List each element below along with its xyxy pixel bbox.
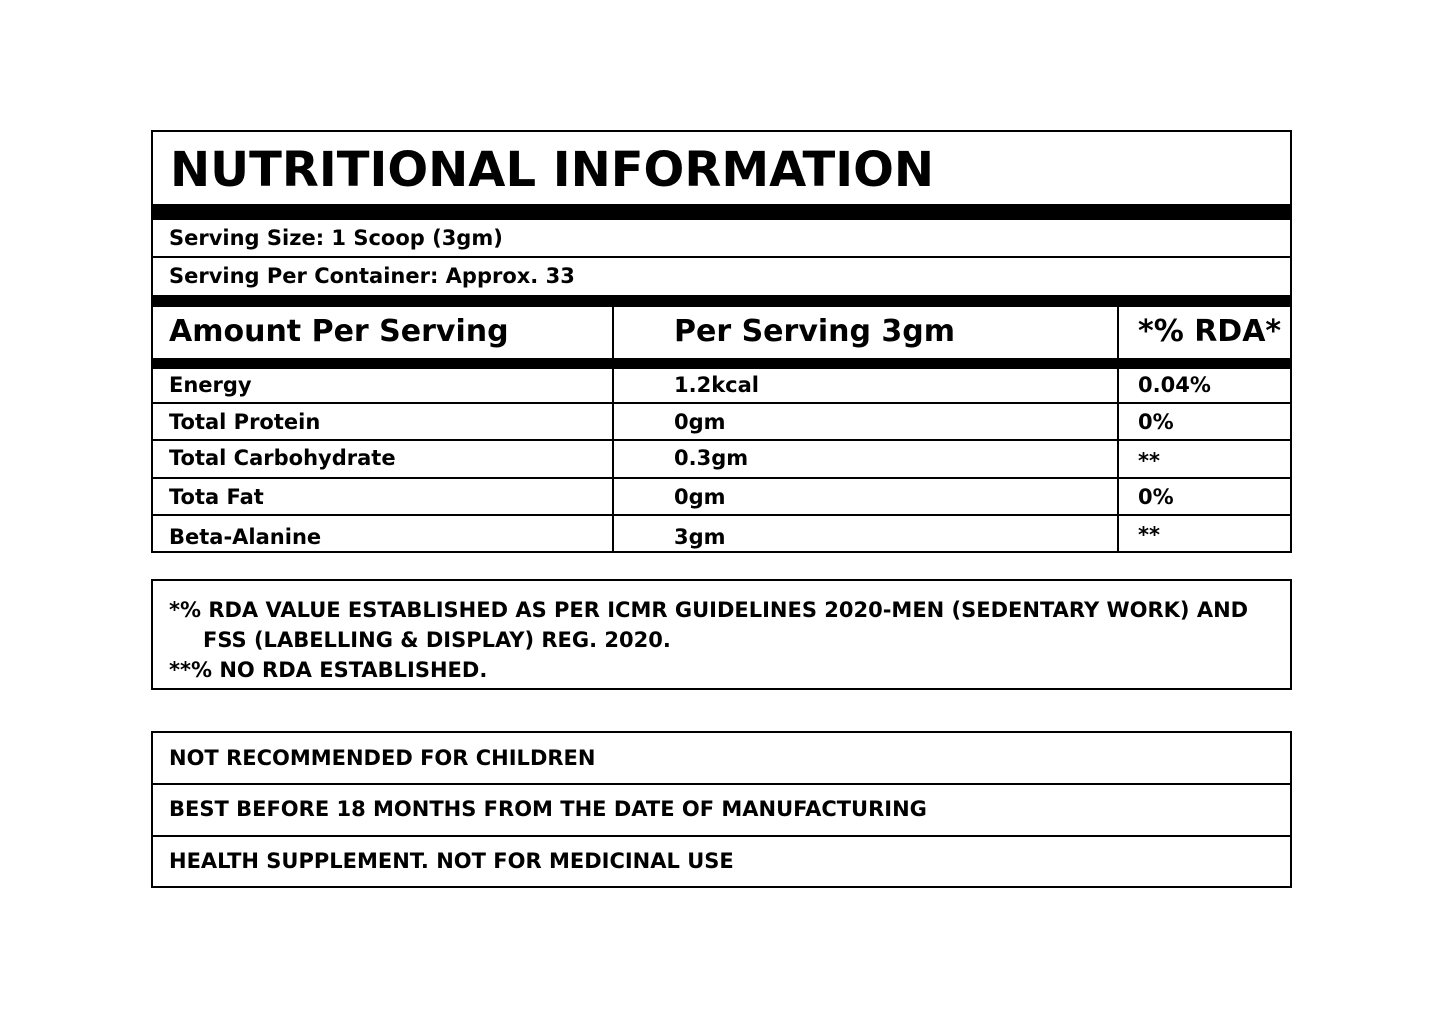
row-rda: 0% [1138, 410, 1174, 434]
divider [153, 783, 1290, 785]
thick-divider [153, 204, 1290, 220]
row-divider [153, 402, 1290, 404]
column-divider [612, 307, 614, 553]
row-rda: 0.04% [1138, 373, 1211, 397]
row-amount: 3gm [674, 525, 726, 549]
row-amount: 1.2kcal [674, 373, 759, 397]
rda-note-line-3: **% NO RDA ESTABLISHED. [169, 658, 488, 682]
row-rda: ** [1138, 449, 1160, 473]
row-divider [153, 477, 1290, 479]
row-nutrient: Beta-Alanine [169, 525, 322, 549]
serving-size: Serving Size: 1 Scoop (3gm) [169, 226, 503, 250]
header-amount-per-serving: Amount Per Serving [169, 314, 509, 349]
row-rda: ** [1138, 523, 1160, 547]
warning-best-before: BEST BEFORE 18 MONTHS FROM THE DATE OF MANUFACTURING [169, 797, 927, 821]
rda-notes-box [151, 579, 1292, 690]
rda-note-line-1: *% RDA VALUE ESTABLISHED AS PER ICMR GUIDELINES 2020-MEN (SEDENTARY WORK) AND [169, 598, 1249, 622]
rda-note-line-2: FSS (LABELLING & DISPLAY) REG. 2020. [203, 628, 671, 652]
row-amount: 0.3gm [674, 446, 749, 470]
row-rda: 0% [1138, 485, 1174, 509]
panel-title: NUTRITIONAL INFORMATION [170, 142, 935, 198]
column-divider [1117, 307, 1119, 553]
row-divider [153, 514, 1290, 516]
row-nutrient: Energy [169, 373, 252, 397]
row-nutrient: Total Protein [169, 410, 321, 434]
row-divider [153, 439, 1290, 441]
servings-per-container: Serving Per Container: Approx. 33 [169, 264, 575, 288]
warning-health-supplement: HEALTH SUPPLEMENT. NOT FOR MEDICINAL USE [169, 849, 734, 873]
thick-divider [153, 358, 1290, 369]
row-amount: 0gm [674, 410, 726, 434]
header-per-serving: Per Serving 3gm [674, 314, 956, 349]
divider [153, 835, 1290, 837]
header-rda: *% RDA* [1138, 314, 1282, 349]
thick-divider [153, 295, 1290, 307]
row-nutrient: Tota Fat [169, 485, 264, 509]
warnings-box [151, 731, 1292, 888]
nutrition-panel [151, 130, 1292, 553]
warning-children: NOT RECOMMENDED FOR CHILDREN [169, 746, 596, 770]
row-nutrient: Total Carbohydrate [169, 446, 396, 470]
divider [153, 256, 1290, 258]
row-amount: 0gm [674, 485, 726, 509]
